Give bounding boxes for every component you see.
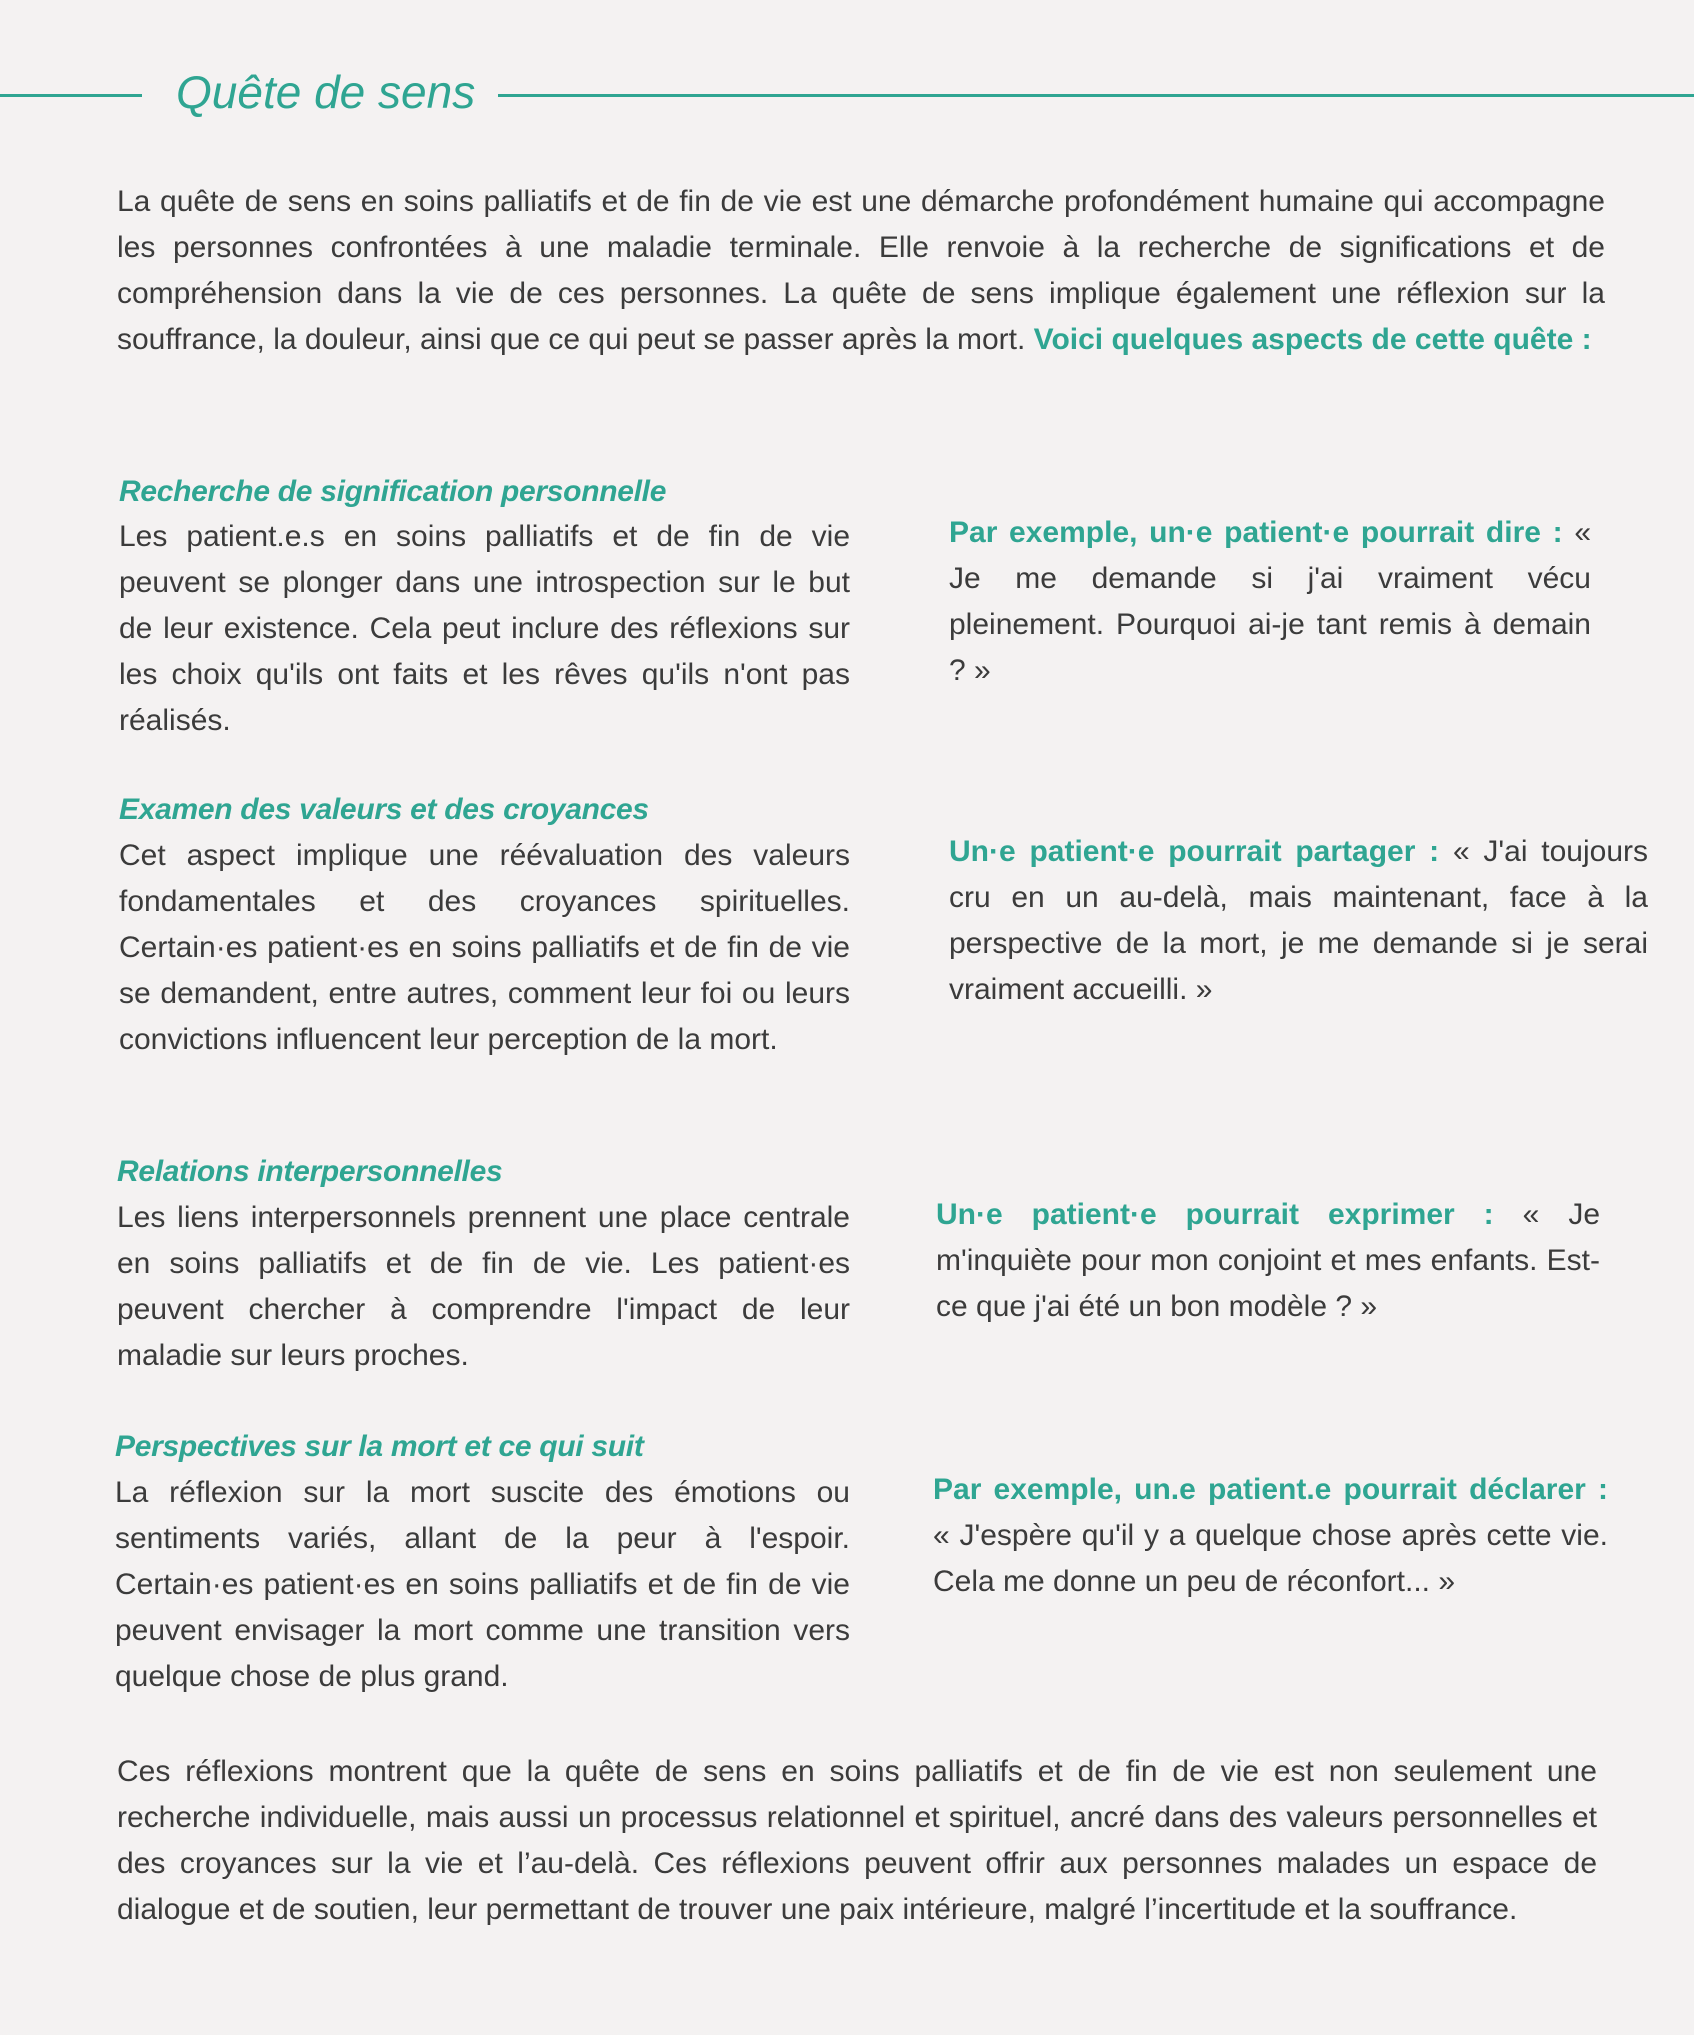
header-rule-right <box>498 94 1694 97</box>
intro-text: La quête de sens en soins palliatifs et de fin de vie est une démarche profondément humaine qui accompagne les personnes confrontées à une maladie terminale. Elle renvoie à la recherche de significations et de compréhension dans la vie de ces personnes. La quête de sens implique également une réflexion sur la souffrance, la douleur, ainsi que ce qui peut se passer après la mort. <box>117 185 1605 356</box>
section-title-perspectives: Perspectives sur la mort et ce qui suit <box>115 1430 644 1463</box>
example-label: Par exemple, un.e patient.e pourrait déclarer : <box>933 1473 1608 1506</box>
section-title-signification: Recherche de signification personnelle <box>119 475 667 508</box>
intro-paragraph <box>117 179 1605 363</box>
example-relations <box>936 1192 1600 1330</box>
example-quote: « Je m'inquiète pour mon conjoint et mes enfants. Est-ce que j'ai été un bon modèle ? » <box>936 1198 1601 1323</box>
example-signification <box>949 510 1591 694</box>
section-body-perspectives: La réflexion sur la mort suscite des émotions ou sentiments variés, allant de la peur à l'espoir. Certain·es patient·es en soins palliatifs et de fin de vie peuvent envisager la mort comme une transition vers quelque chose de plus grand. <box>115 1476 850 1693</box>
section-body-valeurs: Cet aspect implique une réévaluation des valeurs fondamentales et des croyances spirituelles. Certain·es patient·es en soins palliatifs et de fin de vie se demandent, entre autres, comment leur foi ou leurs convictions influencent leur perception de la mort. <box>119 839 850 1056</box>
example-valeurs <box>949 829 1648 1013</box>
page-title: Quête de sens <box>176 66 476 118</box>
section-body-signification: Les patient.e.s en soins palliatifs et de fin de vie peuvent se plonger dans une introspection sur le but de leur existence. Cela peut inclure des réflexions sur les choix qu'ils ont faits et les rêves qu'ils n'ont pas réalisés. <box>119 520 850 737</box>
example-quote: « J'espère qu'il y a quelque chose après cette vie. Cela me donne un peu de réconfort... » <box>933 1519 1608 1598</box>
example-label: Un·e patient·e pourrait partager : <box>949 835 1440 868</box>
example-label: Par exemple, un·e patient·e pourrait dire : <box>949 516 1563 549</box>
page-header <box>0 62 1694 122</box>
section-title-relations: Relations interpersonnelles <box>117 1155 503 1188</box>
example-perspectives <box>933 1467 1608 1605</box>
example-quote: « J'ai toujours cru en un au-delà, mais maintenant, face à la perspective de la mort, je me demande si je serai vraiment accueilli. » <box>949 835 1648 1006</box>
intro-highlight: Voici quelques aspects de cette quête : <box>1033 323 1592 356</box>
header-rule-left <box>0 94 142 97</box>
closing-paragraph: Ces réflexions montrent que la quête de sens en soins palliatifs et de fin de vie est non seulement une recherche individuelle, mais aussi un processus relationnel et spirituel, ancré dans des valeurs personnelles et des croyances sur la vie et l’au-delà. Ces réflexions peuvent offrir aux personnes malades un espace de dialogue et de soutien, leur permettant de trouver une paix intérieure, malgré l’incertitude et la souffrance. <box>117 1755 1597 1926</box>
example-label: Un·e patient·e pourrait exprimer : <box>936 1198 1494 1231</box>
section-title-valeurs: Examen des valeurs et des croyances <box>119 793 649 826</box>
section-body-relations: Les liens interpersonnels prennent une place centrale en soins palliatifs et de fin de vie. Les patient·es peuvent chercher à comprendre l'impact de leur maladie sur leurs proches. <box>117 1201 850 1372</box>
example-quote: « Je me demande si j'ai vraiment vécu pleinement. Pourquoi ai-je tant remis à demain ? » <box>949 516 1592 687</box>
